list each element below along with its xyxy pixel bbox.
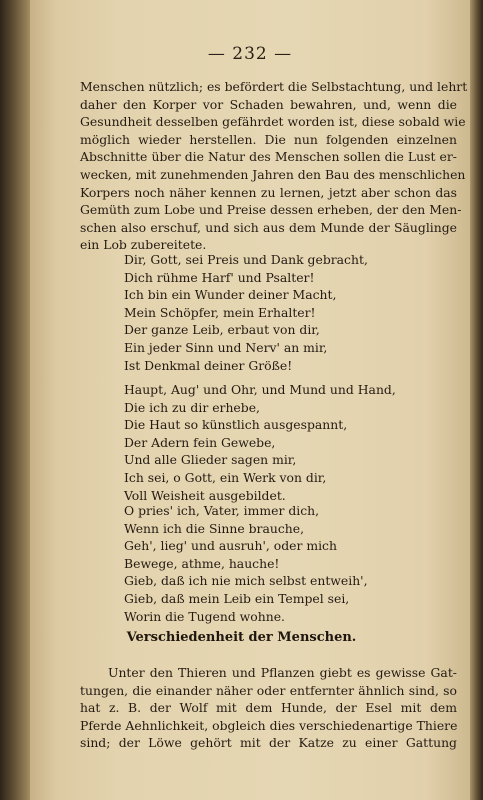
text-line: Abschnitte über die Natur des Menschen sollen die Lust er- [80,149,457,165]
poem-stanza-3 [124,502,368,625]
verse-line: Voll Weisheit ausgebildet. [124,487,286,503]
verse-line: Der Adern fein Gewebe, [124,434,276,450]
verse-line: Ist Denkmal deiner Größe! [124,357,293,373]
text-line: Gemüth zum Lobe und Preise dessen erheben, der den Men- [80,202,462,218]
text-line: Unter den Thieren und Pflanzen giebt es gewisse Gat- [108,665,457,680]
verse-line: Bewege, athme, hauche! [124,555,280,571]
verse-line: Ich bin ein Wunder deiner Macht, [124,287,337,303]
section-heading: Verschiedenheit der Menschen. [126,630,357,645]
verse-line: Die Haut so künstlich ausgespannt, [124,417,348,433]
text-line: Gesundheit desselben gefährdet worden ist, diese sobald wie [80,114,466,130]
verse-line: Dich rühme Harf' und Psalter! [124,269,315,285]
verse-line: O pries' ich, Vater, immer dich, [124,503,320,518]
paragraph-2 [80,664,457,752]
text-line: schen also erschuf, und sich aus dem Munde der Säuglinge [80,219,457,235]
text-line: Pferde Aehnlichkeit, obgleich dies verschiedenartige Thiere [80,717,458,733]
paragraph-1 [80,78,468,254]
verse-line: Ich sei, o Gott, ein Werk von dir, [124,469,327,485]
text-line: daher den Korper vor Schaden bewahren, und, wenn die [80,96,457,112]
page-number: — 232 — [207,44,293,64]
text-line: ein Lob zubereitete. [80,237,207,253]
text-line: wecken, mit zunehmenden Jahren den Bau des menschlichen [80,166,466,182]
verse-line: Und alle Glieder sagen mir, [124,452,297,468]
verse-line: Mein Schöpfer, mein Erhalter! [124,304,316,320]
verse-line: Geh', lieg' und ausruh', oder mich [124,538,337,554]
text-line: hat z. B. der Wolf mit dem Hunde, der Esel mit dem [80,700,457,716]
verse-line: Gieb, daß ich nie mich selbst entweih', [124,573,368,589]
verse-line: Die ich zu dir erhebe, [124,399,260,415]
verse-line: Haupt, Aug' und Ohr, und Mund und Hand, [124,382,396,397]
text-line: möglich wieder herstellen. Die nun folgenden einzelnen [80,131,457,147]
verse-line: Worin die Tugend wohne. [124,608,285,624]
verse-line: Gieb, daß mein Leib ein Tempel sei, [124,590,350,606]
poem-stanza-1 [124,251,368,374]
text-line: Menschen nützlich; es befördert die Selbstachtung, und lehrt [80,79,468,94]
verse-line: Der ganze Leib, erbaut von dir, [124,322,320,338]
text-line: tungen, die einander näher oder entfernter ähnlich sind, so [80,682,457,698]
page-edge [470,0,483,800]
verse-line: Wenn ich die Sinne brauche, [124,520,305,536]
verse-line: Dir, Gott, sei Preis und Dank gebracht, [124,252,368,267]
poem-stanza-2 [124,381,396,504]
text-line: sind; der Löwe gehört mit der Katze zu einer Gattung [80,735,457,751]
verse-line: Ein jeder Sinn und Nerv' an mir, [124,339,328,355]
text-line: Korpers noch näher kennen zu lernen, jetzt aber schon das [80,184,457,200]
